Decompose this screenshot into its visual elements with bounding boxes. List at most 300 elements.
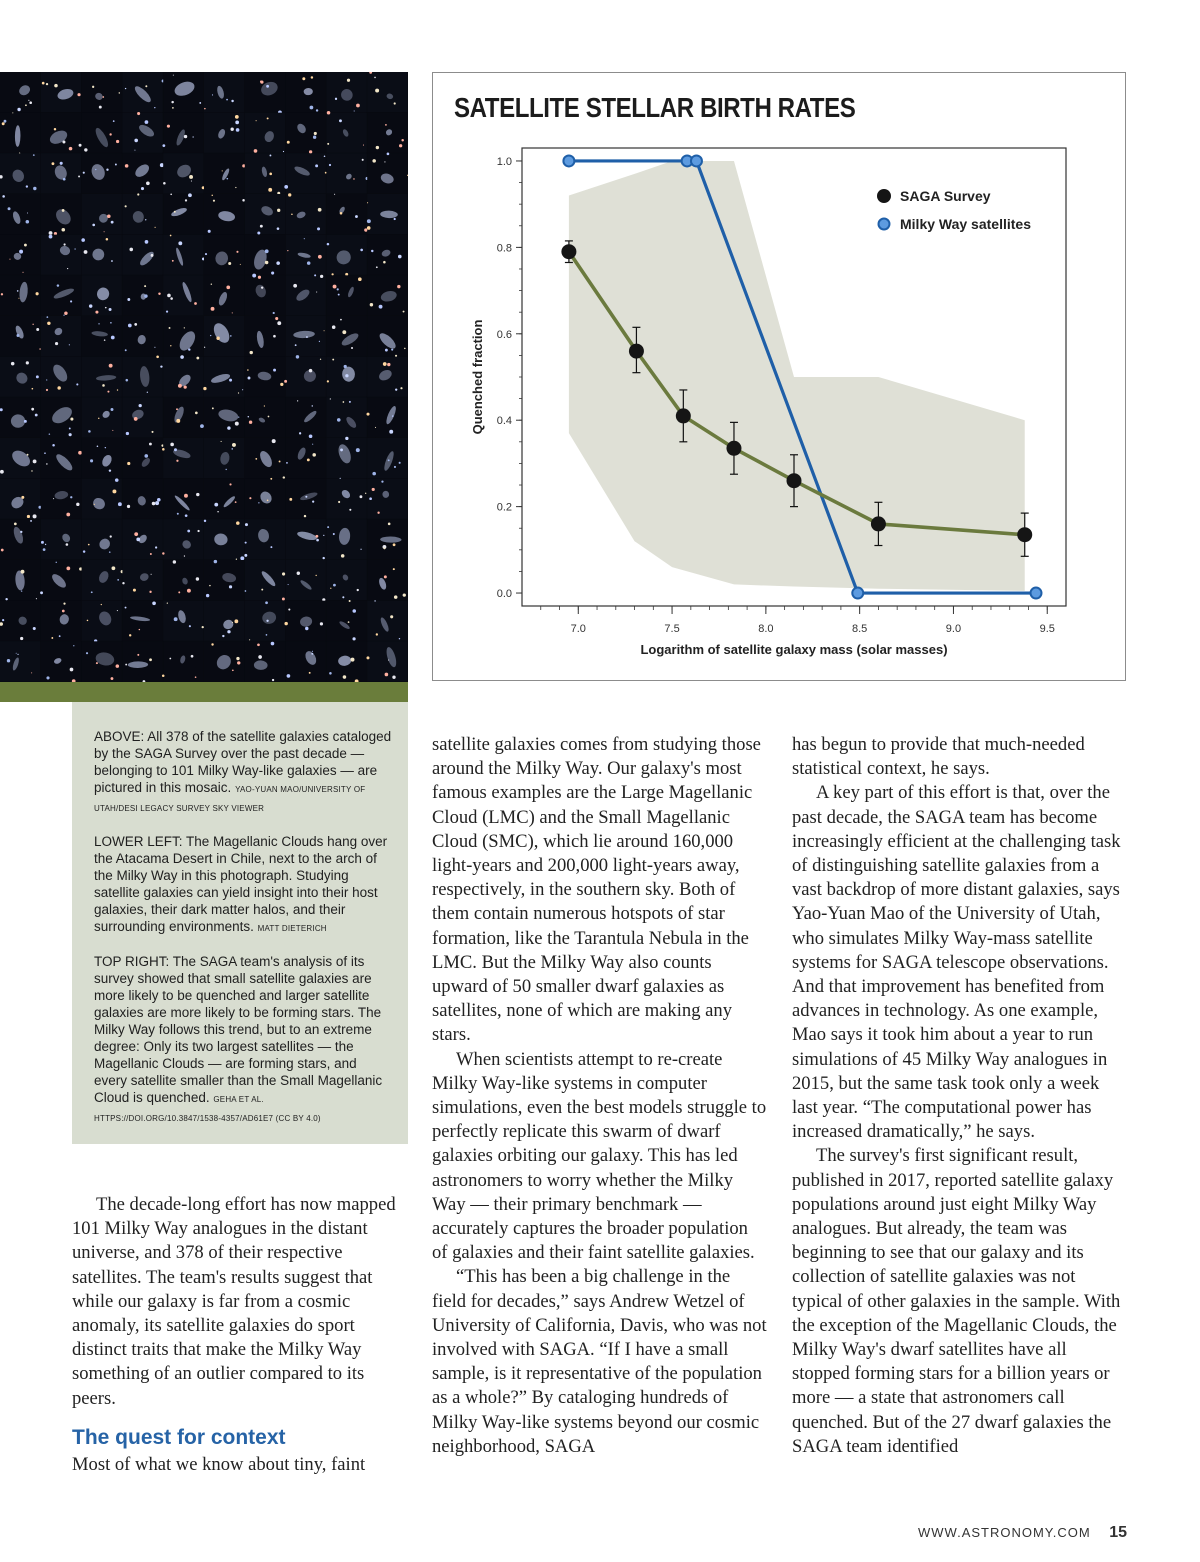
star	[377, 512, 379, 514]
star	[399, 462, 401, 464]
star	[91, 591, 93, 593]
star	[311, 653, 313, 655]
star	[206, 594, 209, 597]
star	[109, 551, 111, 553]
star	[152, 601, 156, 605]
y-tick-label: 0.6	[496, 328, 512, 341]
star	[4, 120, 7, 123]
star	[227, 630, 230, 633]
star	[128, 324, 132, 328]
star	[1, 549, 4, 552]
star	[228, 262, 231, 265]
star	[230, 335, 232, 337]
y-tick-label: 0.4	[496, 415, 512, 428]
mosaic-tile	[0, 194, 40, 234]
star	[26, 185, 28, 187]
star	[255, 458, 257, 460]
star	[400, 387, 402, 389]
star	[185, 199, 187, 201]
mosaic-tile	[367, 601, 407, 641]
star	[356, 448, 360, 452]
star	[104, 339, 106, 341]
star	[338, 501, 340, 503]
article-paragraph: has begun to provide that much-needed statistical context, he says.	[792, 734, 1085, 780]
star	[395, 355, 397, 357]
star	[318, 255, 322, 259]
star	[312, 405, 313, 406]
caption-box	[72, 702, 408, 1144]
star	[391, 349, 393, 351]
star	[127, 462, 130, 465]
star	[111, 260, 113, 262]
mosaic-tile	[204, 72, 244, 112]
star	[146, 181, 150, 185]
star	[42, 82, 45, 85]
star	[236, 128, 240, 132]
star	[44, 452, 46, 454]
star	[353, 178, 354, 179]
star	[381, 481, 383, 483]
star	[270, 546, 272, 548]
star	[384, 161, 385, 162]
star	[229, 585, 232, 588]
star	[196, 577, 199, 580]
article-paragraph: A key part of this effort is that, over the past decade, the SAGA team has become increasingly efficient at the challenging task of distinguishing satellite galaxies from a vast backdrop of more distant galaxies, says Yao-Yuan Mao of the University of Utah, who simulates Milky Way-mass satellite systems for SAGA telescope observations. And that improvement has benefited from advances in technology. As one example, Mao says it took him about a year to run simulations of 45 Milky Way analogues in 2015, but the same task took only a week last year. “The computational power has increased dramatically,” he says.	[792, 782, 1121, 1143]
article-column-2	[432, 733, 768, 1459]
star	[156, 355, 159, 358]
star	[204, 520, 206, 522]
star	[340, 212, 343, 215]
star	[221, 441, 222, 442]
star	[137, 654, 139, 656]
star	[392, 415, 393, 416]
mosaic-tile	[41, 235, 81, 275]
star	[248, 377, 251, 380]
star	[167, 602, 168, 603]
mosaic-tile	[163, 397, 203, 437]
star	[310, 106, 314, 110]
star	[355, 215, 358, 218]
star	[314, 274, 316, 276]
star	[21, 590, 22, 591]
star	[46, 389, 48, 391]
star	[26, 220, 30, 224]
star	[387, 153, 390, 156]
article-paragraph: The survey's first significant result, published in 2017, reported satellite galaxy populations around just eight Milky Way analogues. But already, the team was beginning to see that our galaxy and its collection of satellite galaxies was not typical of other galaxies in the sample. With the exception of the Magellanic Clouds, the Milky Way's dwarf satellites have all stopped forming stars for a billion years or more — a state that astronomers call quenched. But of the 27 dwarf galaxies the SAGA team identified	[792, 1145, 1121, 1457]
star	[394, 218, 396, 220]
mosaic-tile	[245, 641, 285, 681]
mosaic-tile	[82, 194, 122, 234]
star	[125, 88, 126, 89]
star	[33, 187, 36, 190]
chart-title: SATELLITE STELLAR BIRTH RATES	[454, 92, 856, 123]
star	[282, 597, 285, 600]
star	[323, 557, 325, 559]
star	[272, 439, 276, 443]
star	[279, 460, 281, 462]
star	[125, 664, 127, 666]
star	[70, 418, 73, 421]
star	[374, 600, 375, 601]
star	[289, 498, 292, 501]
mosaic-tile	[326, 397, 366, 437]
star	[157, 498, 161, 502]
star	[309, 369, 313, 373]
star	[102, 384, 105, 387]
mosaic-tile	[82, 397, 122, 437]
star	[315, 535, 318, 538]
star	[47, 322, 50, 325]
star	[374, 77, 376, 79]
star	[360, 549, 361, 550]
legend-saga-label: SAGA Survey	[900, 188, 991, 204]
star	[144, 454, 148, 458]
star	[236, 251, 238, 253]
star	[360, 249, 363, 252]
star	[27, 212, 28, 213]
star	[394, 595, 398, 599]
star	[237, 661, 240, 664]
star	[176, 408, 178, 410]
article-paragraph: “This has been a big challenge in the field for decades,” says Andrew Wetzel of University of California, Davis, who was not involved with SAGA. “If I have a small sample, is it representative of the population as a whole?” By cataloging hundreds of Milky Way-like systems beyond our cosmic neighborhood, SAGA	[432, 1266, 767, 1457]
star	[49, 235, 53, 239]
star	[349, 401, 351, 403]
star	[178, 384, 182, 388]
star	[316, 539, 319, 542]
star	[17, 108, 20, 111]
star	[318, 208, 322, 212]
star	[39, 348, 41, 350]
star	[125, 349, 127, 351]
star	[160, 365, 162, 367]
star	[213, 200, 215, 202]
saga-point	[676, 408, 691, 423]
star	[83, 550, 85, 552]
star	[145, 219, 146, 220]
star	[149, 443, 152, 446]
star	[403, 593, 406, 596]
star	[81, 238, 85, 242]
star	[112, 430, 113, 431]
star	[257, 643, 260, 646]
star	[204, 108, 206, 110]
star	[139, 404, 142, 407]
caption-lower-left-credit: MATT DIETERICH	[257, 924, 327, 933]
star	[83, 172, 85, 174]
star	[234, 619, 238, 623]
star	[136, 538, 140, 542]
caption-lower-left: LOWER LEFT: The Magellanic Clouds hang over the Atacama Desert in Chile, next to the arch of the Milky Way in this photograph. Studying satellite galaxies can yield insight into their host galaxies, their dark matter halos, and their surrounding environments. MATT DIETERICH	[94, 834, 388, 934]
star	[46, 316, 48, 318]
star	[222, 170, 223, 171]
star	[2, 195, 5, 198]
star	[111, 336, 115, 340]
star	[84, 148, 87, 151]
article-paragraph: The decade-long effort has now mapped 101 Milky Way analogues in the distant universe, and 378 of their respective satellites. The team's results suggest that while our galaxy is far from a cosmic anomaly, its satellite galaxies do sport distinct traits that make the Milky Way something of an outlier compared to its peers.	[72, 1194, 396, 1409]
star	[129, 634, 131, 636]
star	[367, 219, 371, 223]
star	[195, 676, 197, 678]
star	[247, 369, 249, 371]
legend-saga-marker	[877, 189, 891, 203]
star	[169, 327, 171, 329]
star	[170, 235, 172, 237]
star	[170, 297, 173, 300]
star	[317, 227, 320, 230]
star	[385, 349, 388, 352]
y-axis-label: Quenched fraction	[470, 319, 485, 435]
star	[277, 321, 281, 325]
star	[296, 355, 299, 358]
star	[99, 106, 102, 109]
star	[339, 119, 342, 122]
star	[167, 125, 170, 128]
star	[173, 560, 176, 563]
page-footer	[918, 1524, 1127, 1542]
star	[119, 92, 120, 93]
star	[36, 328, 39, 331]
caption-above: ABOVE: All 378 of the satellite galaxies cataloged by the SAGA Survey over the past decade — belonging to 101 Milky Way-like galaxies — are pictured in this mosaic. YAO-YUAN MAO/UNIVERSITY OF UTAH/DESI LEGACY SURVEY SKY VIEWER	[94, 729, 392, 813]
star	[329, 672, 332, 675]
star	[383, 547, 385, 549]
star	[73, 645, 74, 646]
star	[236, 559, 237, 560]
star	[226, 99, 228, 101]
star	[172, 260, 174, 262]
star	[127, 298, 130, 301]
star	[116, 140, 119, 143]
star	[40, 591, 43, 594]
star	[49, 433, 50, 434]
star	[236, 657, 239, 660]
star	[208, 230, 211, 233]
star	[340, 319, 342, 321]
star	[97, 445, 99, 447]
star	[284, 380, 287, 383]
star	[105, 307, 107, 309]
mosaic-tile	[286, 519, 326, 559]
star	[252, 274, 256, 278]
x-axis-label: Logarithm of satellite galaxy mass (solar masses)	[640, 642, 948, 657]
star	[273, 369, 276, 372]
star	[316, 109, 318, 111]
star	[7, 659, 10, 662]
star	[312, 444, 313, 445]
star	[214, 560, 217, 563]
mosaic-tile	[326, 479, 366, 519]
saga-point	[561, 244, 576, 259]
mosaic-tile	[82, 438, 122, 478]
star	[11, 362, 15, 366]
caption-above-credit: YAO-YUAN MAO/UNIVERSITY OF UTAH/DESI LEGACY SURVEY SKY VIEWER	[94, 785, 366, 813]
star	[36, 292, 39, 295]
star	[111, 408, 114, 411]
star	[242, 389, 243, 390]
star	[92, 86, 94, 88]
star	[344, 365, 347, 368]
star	[244, 554, 247, 557]
star	[383, 362, 387, 366]
star	[144, 294, 147, 297]
star	[90, 459, 93, 462]
star	[403, 311, 405, 313]
star	[36, 375, 39, 378]
star	[385, 124, 387, 126]
star	[270, 478, 272, 480]
star	[145, 120, 149, 124]
star	[401, 139, 403, 141]
star	[369, 497, 372, 500]
star	[8, 207, 11, 210]
star	[33, 514, 37, 518]
star	[236, 521, 240, 525]
star	[129, 248, 133, 252]
star	[162, 144, 165, 147]
star	[46, 676, 49, 679]
star	[320, 275, 323, 278]
mosaic-tile	[367, 560, 407, 600]
star	[79, 144, 82, 147]
star	[158, 293, 160, 295]
star	[352, 609, 356, 613]
star	[54, 84, 58, 88]
x-tick-label: 8.0	[758, 623, 774, 635]
star	[111, 221, 114, 224]
star	[151, 574, 152, 575]
star	[29, 101, 32, 104]
mosaic-tile	[163, 194, 203, 234]
star	[70, 300, 72, 302]
star	[32, 324, 33, 325]
star	[265, 249, 269, 253]
star	[341, 554, 345, 558]
star	[107, 391, 109, 393]
star	[17, 290, 19, 292]
star	[122, 582, 124, 584]
star	[393, 568, 395, 570]
saga-point	[629, 344, 644, 359]
star	[254, 149, 258, 153]
star	[367, 202, 368, 203]
star	[117, 610, 118, 611]
star	[305, 496, 307, 498]
star	[66, 543, 69, 546]
star	[69, 433, 72, 436]
star	[126, 379, 129, 382]
star	[189, 175, 193, 179]
star	[105, 447, 106, 448]
star	[287, 141, 290, 144]
mosaic-tile	[204, 601, 244, 641]
star	[295, 344, 297, 346]
star	[343, 675, 347, 679]
mosaic-tile	[0, 641, 40, 681]
star	[287, 674, 291, 678]
star	[76, 503, 79, 506]
article-paragraph: When scientists attempt to re-create Milky Way-like systems in computer simulations, even the best models struggle to perfectly replicate this swarm of dwarf galaxies orbiting our galaxy. This has led astronomers to worry whether the Milky Way — their primary benchmark — accurately captures the broader population of galaxies and their faint satellite galaxies.	[432, 1048, 767, 1264]
star	[66, 513, 70, 517]
star	[238, 392, 239, 393]
star	[266, 85, 269, 88]
star	[177, 513, 179, 515]
star	[139, 629, 140, 630]
mosaic-tile	[286, 641, 326, 681]
star	[222, 635, 224, 637]
star	[235, 501, 237, 503]
star	[111, 677, 114, 680]
star	[360, 495, 363, 498]
article-column-1	[72, 1193, 408, 1477]
star	[17, 654, 18, 655]
star	[337, 288, 339, 290]
star	[216, 337, 219, 340]
star	[134, 150, 135, 151]
star	[365, 493, 366, 494]
star	[304, 515, 306, 517]
star	[202, 626, 204, 628]
star	[70, 668, 74, 672]
star	[282, 572, 285, 575]
star	[306, 336, 308, 338]
star	[180, 355, 184, 359]
star	[245, 523, 248, 526]
star	[209, 585, 210, 586]
star	[149, 591, 151, 593]
mosaic-tile	[204, 479, 244, 519]
mosaic-tile	[163, 479, 203, 519]
star	[394, 102, 396, 104]
x-tick-label: 7.0	[570, 623, 586, 635]
mosaic-tile	[326, 275, 366, 315]
star	[45, 544, 46, 545]
star	[333, 533, 335, 535]
star	[52, 444, 55, 447]
star	[5, 598, 7, 600]
mosaic-tile	[286, 438, 326, 478]
star	[327, 243, 330, 246]
star	[195, 412, 198, 415]
x-tick-label: 9.5	[1039, 623, 1055, 635]
star	[242, 199, 245, 202]
star	[87, 620, 89, 622]
star	[191, 180, 192, 181]
website-url[interactable]: WWW.ASTRONOMY.COM	[917, 1525, 1091, 1540]
star	[267, 117, 269, 119]
star	[276, 261, 280, 265]
y-tick-label: 0.0	[496, 588, 512, 601]
star	[316, 292, 317, 293]
star	[24, 244, 27, 247]
star	[84, 250, 88, 254]
star	[109, 469, 111, 471]
star	[232, 622, 233, 623]
star	[155, 546, 157, 548]
star	[387, 363, 390, 366]
star	[184, 555, 185, 556]
star	[394, 466, 396, 468]
star	[312, 501, 314, 503]
star	[245, 590, 247, 592]
caption-top-right: TOP RIGHT: The SAGA team's analysis of its survey showed that small satellite galaxies are more likely to be quenched and larger satellite galaxies are more likely to be forming stars. The Milky Way follows this trend, but to an extreme degree: Only its two largest satellites — the Magellanic Clouds — are forming stars, and every satellite smaller than the Small Magellanic Cloud is quenched. GEHA ET AL. HTTPS://DOI.ORG/10.3847/1538-4357/AD61E7 (CC BY 4.0)	[94, 954, 383, 1123]
star	[141, 187, 144, 190]
star	[174, 448, 177, 451]
star	[36, 598, 37, 599]
y-tick-label: 0.2	[496, 501, 512, 514]
star	[52, 162, 55, 165]
star	[145, 85, 147, 87]
star	[170, 345, 171, 346]
mosaic-tile	[41, 316, 81, 356]
